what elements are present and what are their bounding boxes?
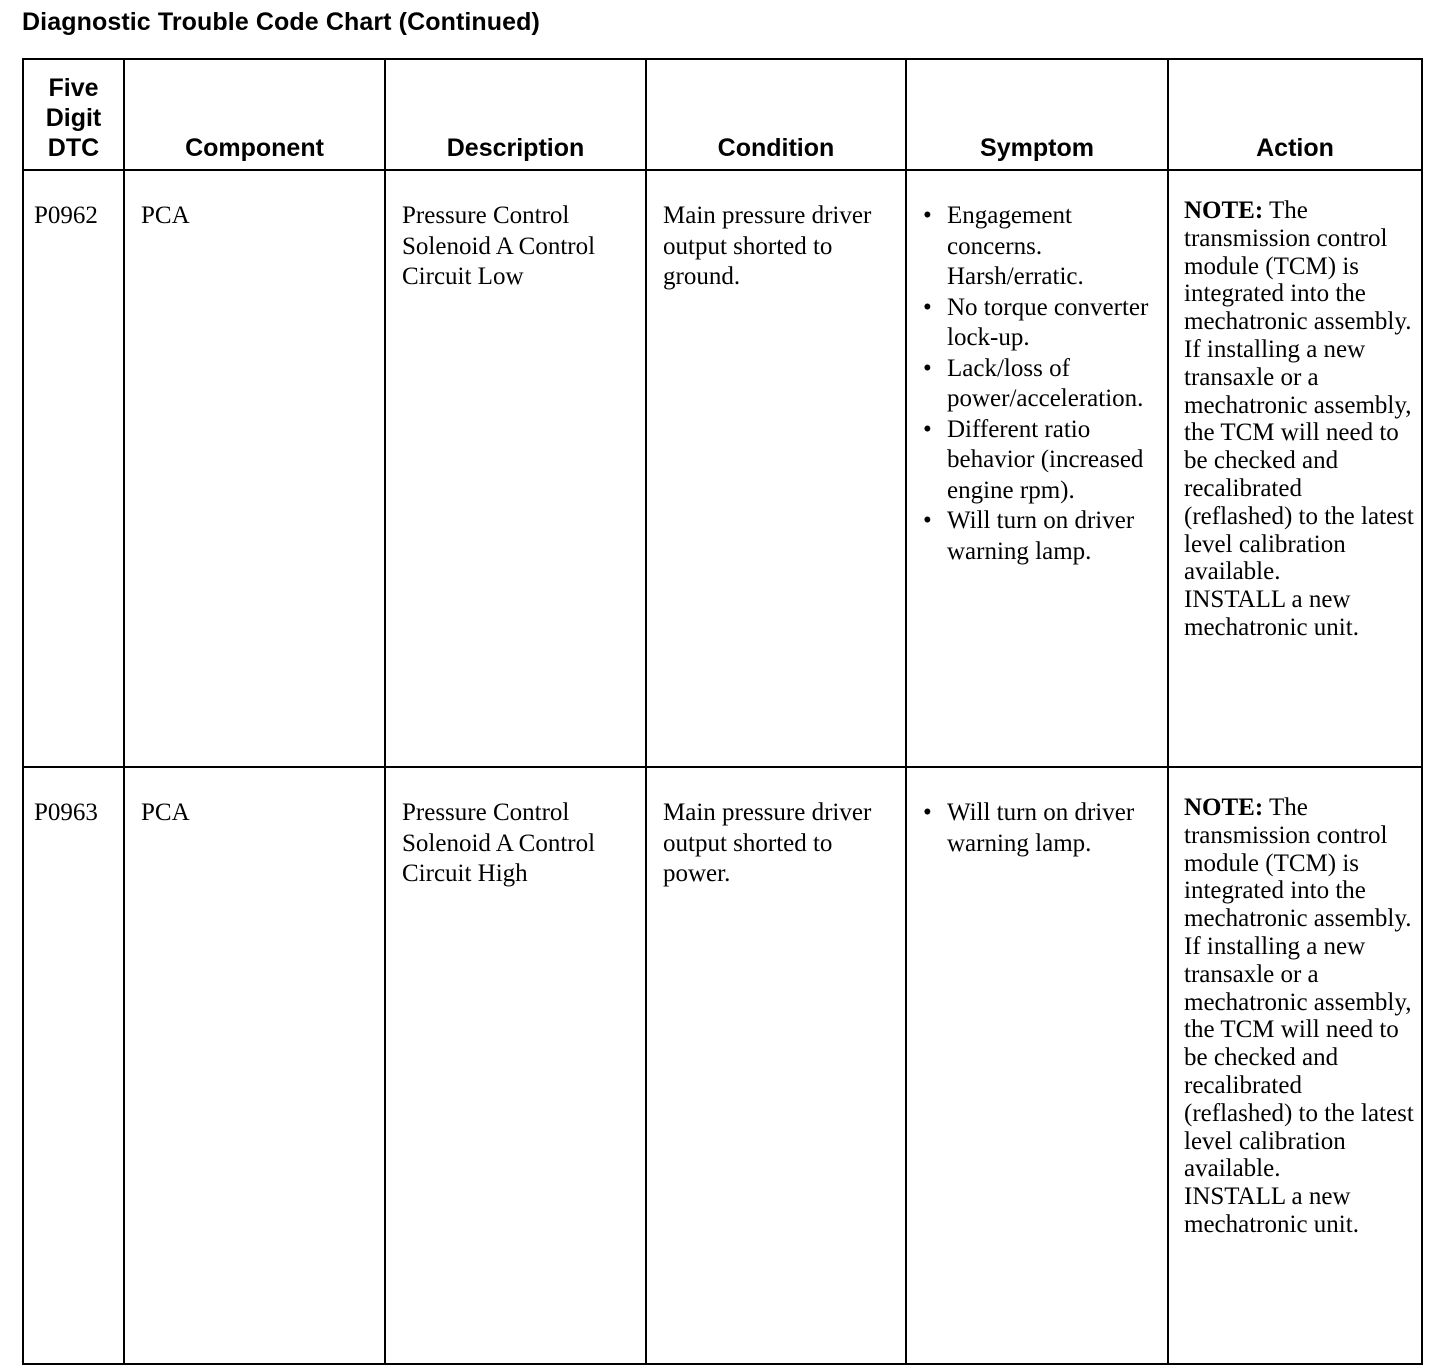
note-text: The transmission control module (TCM) is integrated into the mechatronic assembly. If installing a new transaxle or a mechatronic assembly, the TCM will need to be checked and recalibrated (reflashed) to the latest level calibration available.	[1184, 197, 1414, 586]
header-action: Action	[1168, 59, 1422, 170]
bullet-icon: •	[923, 507, 932, 534]
symptom-text: Engagement concerns. Harsh/erratic.	[947, 202, 1084, 290]
action-cell	[1168, 767, 1422, 1364]
header-dtc-line: Digit	[45, 104, 102, 132]
action-cell	[1168, 170, 1422, 767]
symptom-text: Will turn on driver warning lamp.	[947, 799, 1135, 857]
symptom-cell	[906, 767, 1168, 1364]
component-cell: PCA	[124, 767, 385, 1364]
action-instruction: INSTALL a new mechatronic unit.	[1184, 1183, 1359, 1238]
condition-cell: Main pressure driver output shorted to ground.	[646, 170, 906, 767]
symptom-text: Lack/loss of power/acceleration.	[947, 354, 1144, 412]
bullet-icon: •	[923, 202, 932, 229]
header-condition: Condition	[646, 59, 906, 170]
symptom-cell	[906, 170, 1168, 767]
header-dtc-line: Five	[48, 74, 99, 102]
description-cell: Pressure Control Solenoid A Control Circuit Low	[385, 170, 646, 767]
action-note	[1184, 197, 1415, 586]
page-title: Diagnostic Trouble Code Chart (Continued)	[22, 8, 540, 36]
symptom-list	[923, 798, 1157, 859]
header-symptom: Symptom	[906, 59, 1168, 170]
dtc-code: P0962	[23, 170, 124, 767]
symptom-text: Will turn on driver warning lamp.	[947, 507, 1135, 565]
dtc-chart-table	[22, 58, 1423, 1365]
symptom-item	[923, 415, 1157, 507]
symptom-item	[923, 798, 1157, 859]
condition-cell: Main pressure driver output shorted to power.	[646, 767, 906, 1364]
header-dtc-line: DTC	[47, 134, 100, 162]
note-label: NOTE:	[1184, 197, 1264, 224]
note-text: The transmission control module (TCM) is integrated into the mechatronic assembly. If installing a new transaxle or a mechatronic assembly, the TCM will need to be checked and recalibrated (reflashed) to the latest level calibration available.	[1184, 794, 1414, 1183]
symptom-item	[923, 293, 1157, 354]
dtc-code: P0963	[23, 767, 124, 1364]
symptom-item	[923, 354, 1157, 415]
table-row	[23, 767, 1422, 1364]
symptom-text: Different ratio behavior (increased engine rpm).	[947, 415, 1144, 504]
component-cell: PCA	[124, 170, 385, 767]
header-dtc	[23, 59, 124, 170]
action-note	[1184, 794, 1415, 1183]
bullet-icon: •	[923, 293, 932, 321]
symptom-item	[923, 506, 1157, 567]
symptom-list	[923, 201, 1157, 567]
table-row	[23, 170, 1422, 767]
symptom-item	[923, 201, 1157, 293]
bullet-icon: •	[923, 799, 932, 826]
bullet-icon: •	[923, 354, 932, 382]
header-description: Description	[385, 59, 646, 170]
note-label: NOTE:	[1184, 794, 1264, 821]
header-component: Component	[124, 59, 385, 170]
description-cell: Pressure Control Solenoid A Control Circuit High	[385, 767, 646, 1364]
action-instruction: INSTALL a new mechatronic unit.	[1184, 586, 1359, 641]
bullet-icon: •	[923, 415, 932, 443]
header-row	[23, 59, 1422, 170]
symptom-text: No torque converter lock-up.	[947, 293, 1149, 351]
